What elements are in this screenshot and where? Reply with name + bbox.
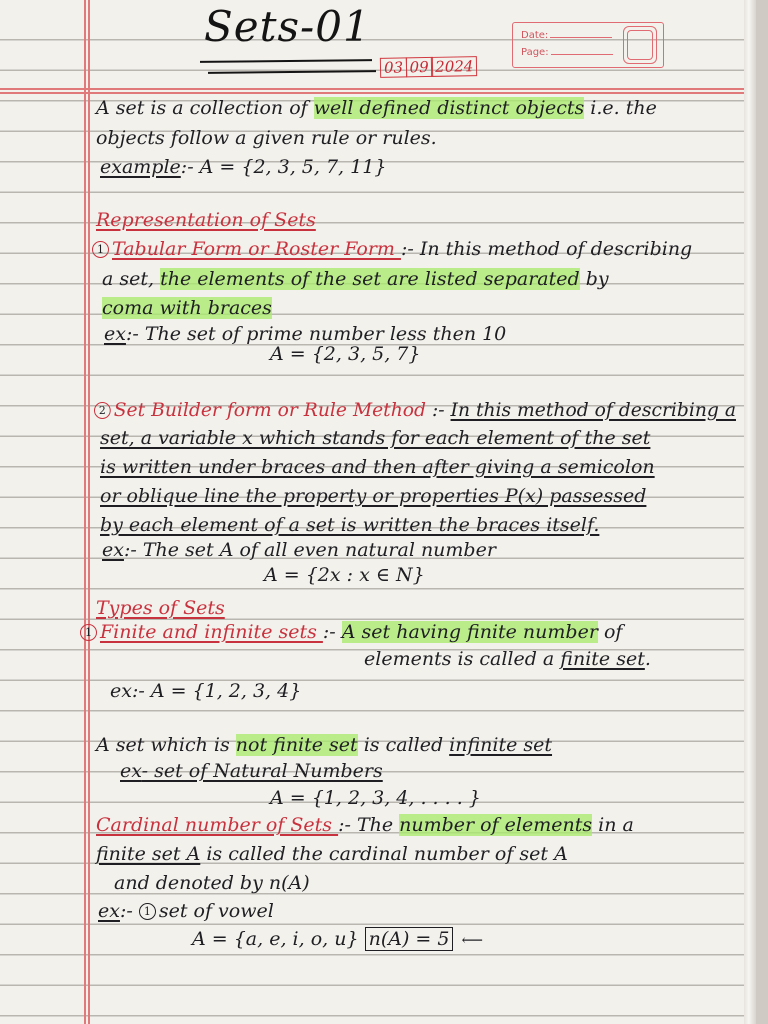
text-segment: :- A = {2, 3, 5, 7, 11}	[180, 156, 387, 178]
text-segment: is called the cardinal number of set A	[200, 843, 568, 865]
text-segment: objects follow a given rule or rules.	[96, 127, 437, 149]
text-segment: ex	[98, 900, 120, 922]
note-line-builder-1	[94, 398, 736, 422]
text-segment: ex	[120, 760, 142, 782]
highlighted-text: not finite set	[235, 734, 358, 756]
text-segment: A = {1, 2, 3, 4, . . . . }	[270, 787, 481, 809]
text-segment: and denoted by n(A)	[114, 872, 310, 894]
note-line-finite-1	[80, 620, 622, 644]
text-segment: example	[100, 156, 181, 178]
note-line-builder-3	[100, 455, 655, 479]
text-segment: infinite set	[449, 734, 553, 756]
note-line-roster-1	[92, 237, 692, 261]
heading-text: Types of Sets	[96, 597, 225, 619]
highlighted-text: the elements of the set are listed separated	[160, 268, 580, 290]
number-bullet: 1	[80, 624, 97, 641]
text-segment: ex	[104, 323, 126, 345]
note-line-definition-example	[100, 155, 386, 179]
text-segment: elements is called a	[364, 648, 561, 670]
note-line-builder-example-set	[264, 563, 425, 587]
note-line-definition-1	[96, 96, 657, 120]
text-segment: finite set A	[96, 843, 201, 865]
note-line-cardinal-example	[98, 899, 274, 923]
date-month: 09	[405, 57, 432, 77]
text-segment: of	[597, 621, 623, 643]
page-edge	[744, 0, 756, 1024]
text-segment: set, a variable x which stands for each element of the set	[100, 427, 651, 449]
note-line-cardinal-1	[96, 813, 634, 837]
text-segment: In this method of describing a	[450, 399, 736, 421]
text-segment: .	[644, 648, 651, 670]
boxed-answer: n(A) = 5	[365, 927, 454, 951]
text-segment: by each element of a set is written the braces itself.	[100, 514, 600, 536]
text-segment: A = {2, 3, 5, 7}	[270, 343, 421, 365]
highlighted-text: A set having finite number	[341, 621, 598, 643]
note-line-roster-2	[102, 267, 609, 291]
text-segment: in a	[592, 814, 634, 836]
text-segment: :- The	[338, 814, 400, 836]
text-segment: is called	[357, 734, 450, 756]
note-line-infinite-1	[96, 733, 552, 757]
text-segment: is written under braces and then after giving a semicolon	[100, 456, 655, 478]
text-segment: or oblique line the property or properties P(x) passessed	[100, 485, 647, 507]
text-segment: :- The set of prime number less then 10	[125, 323, 507, 345]
note-line-builder-5	[100, 513, 599, 537]
highlighted-text: coma with braces	[102, 297, 272, 319]
note-line-finite-example	[110, 679, 301, 703]
stamp-date-label: Date:	[521, 30, 549, 41]
text-segment: by	[579, 268, 609, 290]
text-segment: A set is a collection of	[96, 97, 314, 119]
note-line-infinite-example-set	[270, 786, 481, 810]
highlighted-text: well defined distinct objects	[313, 97, 585, 119]
text-segment: :- In this method of describing	[400, 238, 693, 260]
date-day: 03	[380, 57, 407, 77]
date-year: 2024	[431, 56, 478, 77]
note-line-infinite-example	[120, 759, 383, 783]
text-segment: :-	[431, 399, 451, 421]
text-segment: ex	[102, 539, 124, 561]
note-line-cardinal-2	[96, 842, 568, 866]
text-segment: ex:- A = {1, 2, 3, 4}	[110, 680, 302, 702]
text-segment: finite set	[560, 648, 645, 670]
number-bullet: 2	[94, 402, 111, 419]
text-segment: i.e. the	[584, 97, 657, 119]
note-line-finite-2	[364, 647, 651, 671]
heading-text: Cardinal number of Sets	[96, 814, 339, 836]
note-line-representation-heading	[96, 208, 316, 232]
text-segment: A = {2x : x ∈ N}	[264, 564, 425, 586]
number-bullet: 1	[139, 903, 156, 920]
note-line-roster-3	[102, 296, 272, 320]
highlighted-text: number of elements	[399, 814, 593, 836]
note-line-roster-example-set	[270, 342, 421, 366]
heading-text: Representation of Sets	[96, 209, 316, 231]
text-segment: :-	[119, 900, 139, 922]
text-segment: A = {a, e, i, o, u}	[192, 928, 365, 950]
text-segment: :-	[322, 621, 342, 643]
note-line-types-heading	[96, 596, 225, 620]
note-line-cardinal-example-set	[192, 927, 483, 952]
arrow-icon: ⟵	[461, 931, 483, 949]
heading-text: Finite and infinite sets	[100, 621, 323, 643]
heading-text: Tabular Form or Roster Form	[112, 238, 401, 260]
heading-text: Set Builder form or Rule Method	[113, 399, 432, 421]
page-title: Sets-01	[204, 2, 371, 51]
note-line-builder-example	[102, 538, 496, 562]
text-segment: A set which is	[96, 734, 236, 756]
note-line-definition-2	[96, 126, 437, 150]
text-segment: a set,	[102, 268, 161, 290]
text-segment: :- The set A of all even natural number	[123, 539, 496, 561]
number-bullet: 1	[92, 241, 109, 258]
text-segment: set of vowel	[158, 900, 274, 922]
note-line-cardinal-3	[114, 871, 310, 895]
text-segment: - set of Natural Numbers	[141, 760, 383, 782]
stamp-page-label: Page:	[521, 47, 549, 58]
note-line-builder-2	[100, 426, 650, 450]
note-line-builder-4	[100, 484, 646, 508]
